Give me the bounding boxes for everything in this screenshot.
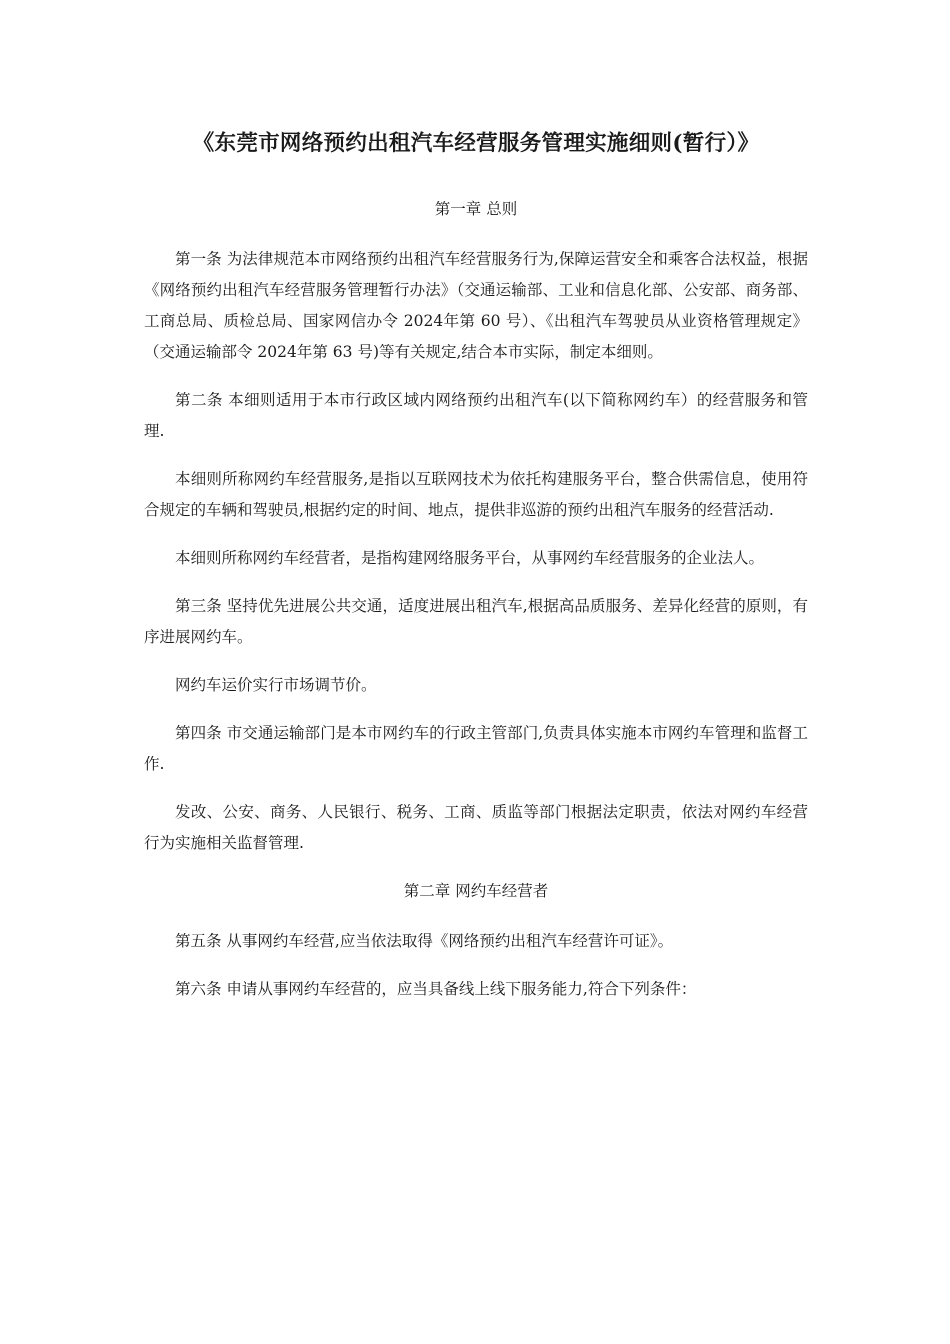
operator-definition-paragraph: 本细则所称网约车经营者，是指构建网络服务平台，从事网约车经营服务的企业法人。 [175,549,765,567]
service-definition-paragraph: 本细则所称网约车经营服务,是指以互联网技术为依托构建服务平台，整合供需信息，使用符合规定的车辆和驾驶员,根据约定的时间、地点，提供非巡游的预约出租汽车服务的经营活动. [144,470,808,519]
article-3-paragraph: 第三条 坚持优先进展公共交通，适度进展出租汽车,根据高品质服务、差异化经营的原则，有序进展网约车。 [144,597,808,646]
article-1-paragraph: 第一条 为法律规范本市网络预约出租汽车经营服务行为,保障运营安全和乘客合法权益，根据《网络预约出租汽车经营服务管理暂行办法》（交通运输部、工业和信息化部、公安部、商务部、工商总局、质检总局、国家网信办令 2024年第 60 号）、《出租汽车驾驶员从业资格管理规定》（交通运输部令 2024年第 63 号)等有关规定,结合本市实际，制定本细则。 [144,250,808,361]
chapter-heading-2: 第二章 网约车经营者 [403,882,549,900]
article-2-paragraph: 第二条 本细则适用于本市行政区域内网络预约出租汽车(以下简称网约车）的经营服务和管理. [144,391,808,440]
document-body [144,128,808,1022]
chapter-heading-1: 第一章 总则 [434,200,518,218]
article-6-paragraph: 第六条 申请从事网约车经营的，应当具备线上线下服务能力,符合下列条件： [175,980,697,998]
article-4-paragraph: 第四条 市交通运输部门是本市网约车的行政主管部门,负责具体实施本市网约车管理和监督工作. [144,724,808,773]
document-title: 《东莞市网络预约出租汽车经营服务管理实施细则(暂行）》 [192,131,760,156]
article-5-paragraph: 第五条 从事网约车经营,应当依法取得《网络预约出租汽车经营许可证》。 [175,932,674,950]
departments-paragraph: 发改、公安、商务、人民银行、税务、工商、质监等部门根据法定职责，依法对网约车经营行为实施相关监督管理. [144,803,808,852]
pricing-paragraph: 网约车运价实行市场调节价。 [175,676,377,694]
